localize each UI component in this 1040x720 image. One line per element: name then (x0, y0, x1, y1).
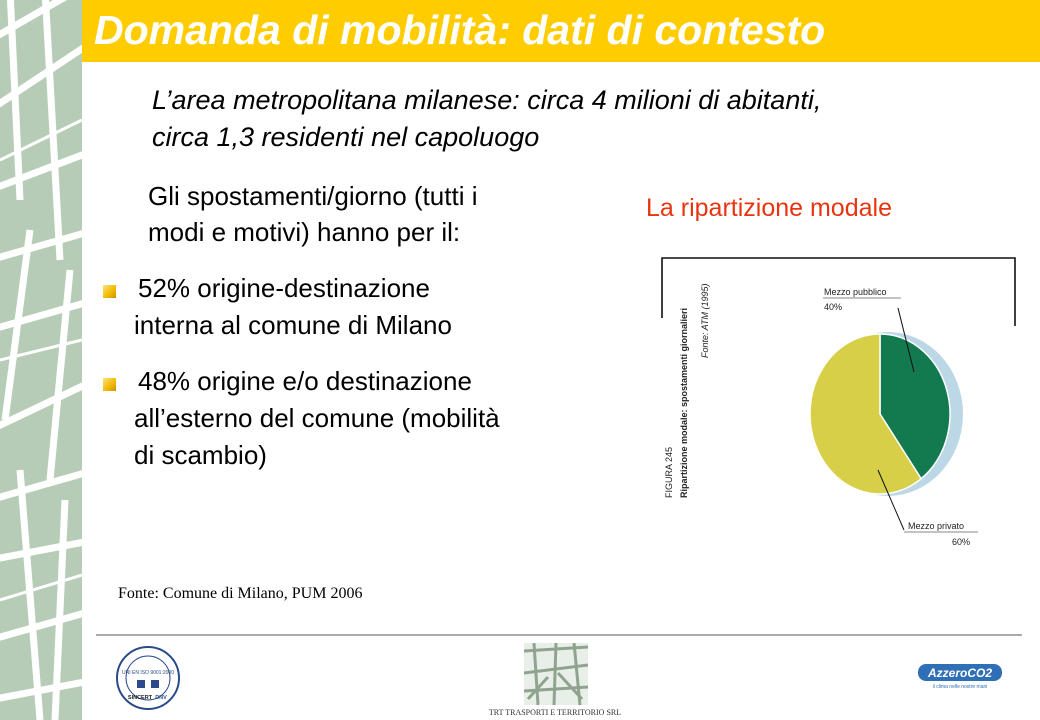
lead-line: modi e motivi) hanno per il: (148, 217, 461, 247)
figure-number: FIGURA 245 (664, 446, 674, 498)
trt-logo (524, 643, 588, 705)
slice-value-private: 60% (952, 537, 971, 547)
slice-value-public: 40% (824, 302, 843, 312)
figure-vertical-title: Ripartizione modale: spostamenti giornalieri (679, 307, 689, 498)
bullet-line: all’esterno del comune (mobilità (134, 403, 500, 433)
title-bar (82, 0, 1040, 62)
pie-chart (810, 334, 950, 494)
slide-title: Domanda di mobilità: dati di contesto (94, 7, 826, 53)
cert-sincert-text: SINCERT (127, 695, 153, 701)
bullet-line: di scambio) (134, 440, 267, 470)
slice-label-private: Mezzo privato (908, 521, 965, 531)
azzero-co2-logo (918, 664, 1004, 690)
lead-text (148, 178, 477, 250)
certification-seal-logo (110, 644, 186, 712)
bullet-item (134, 270, 452, 344)
cert-dnv-text: DNV (155, 695, 167, 701)
trt-company-name: TRT TRASPORTI E TERRITORIO SRL (488, 708, 622, 717)
source-note: Fonte: Comune di Milano, PUM 2006 (118, 585, 363, 602)
footer-divider (96, 634, 1022, 636)
azzero-brand-text: AzzeroCO2 (927, 666, 993, 680)
slice-label-public: Mezzo pubblico (824, 287, 887, 297)
modal-split-figure (660, 248, 1020, 568)
bullet-square-icon (103, 378, 116, 391)
intro-line: L’area metropolitana milanese: circa 4 milioni di abitanti, (152, 85, 822, 115)
bullet-line: 52% origine-destinazione (138, 273, 430, 303)
side-map-pattern (0, 0, 82, 720)
bullet-line: 48% origine e/o destinazione (138, 366, 472, 396)
intro-line: circa 1,3 residenti nel capoluogo (152, 122, 540, 152)
chart-title: La ripartizione modale (646, 194, 892, 222)
bullet-square-icon (103, 285, 116, 298)
bullet-line: interna al comune di Milano (134, 310, 452, 340)
figure-vertical-source: Fonte: ATM (1995) (700, 283, 710, 358)
lead-line: Gli spostamenti/giorno (tutti i (148, 181, 478, 211)
azzero-tagline: il clima nelle nostre mani (932, 684, 988, 690)
cert-standard-text: UNI EN ISO 9001:2000 (122, 670, 174, 676)
bullet-item (134, 363, 500, 474)
intro-text (152, 82, 821, 156)
